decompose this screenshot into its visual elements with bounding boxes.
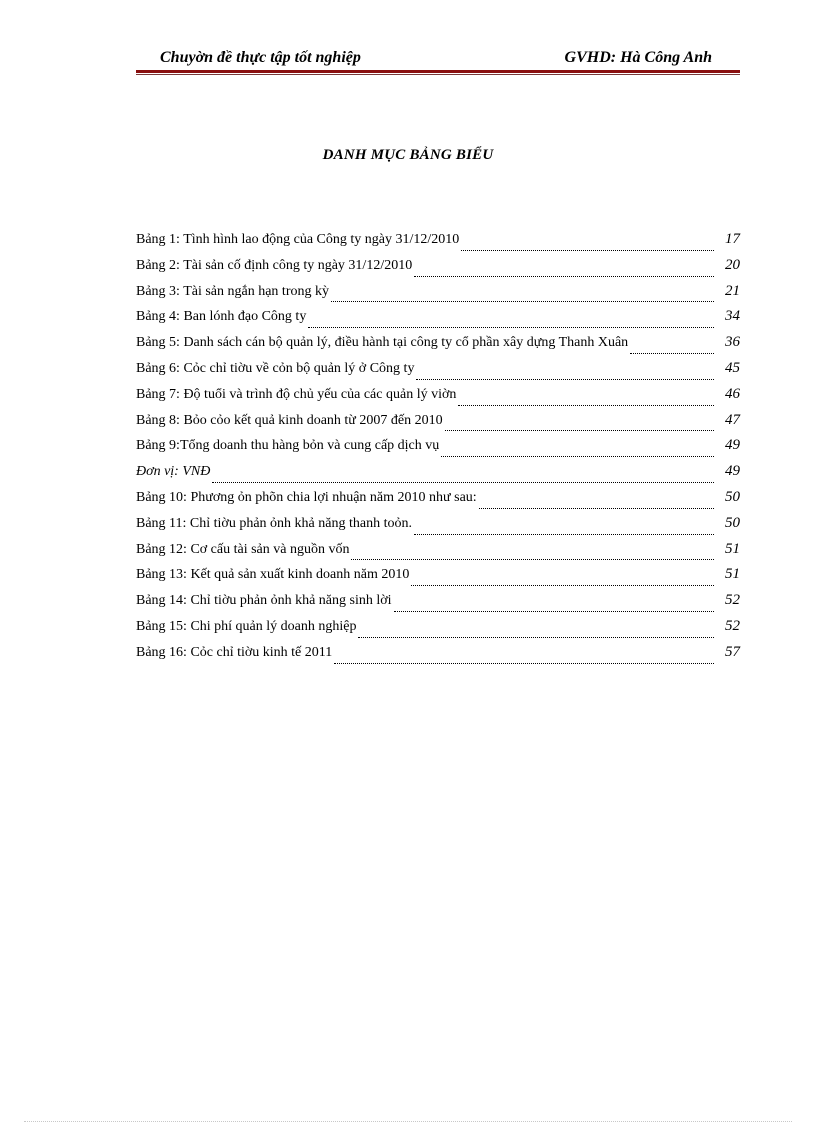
header-rule-thick xyxy=(136,70,740,73)
toc-dot-leader xyxy=(411,585,714,586)
toc-entry-page-number: 51 xyxy=(725,540,740,557)
toc-entry[interactable] xyxy=(136,539,740,565)
toc-dot-leader xyxy=(414,534,714,535)
toc-entry[interactable] xyxy=(136,358,740,384)
toc-dot-leader xyxy=(414,276,714,277)
toc-entry-label: Bảng 7: Độ tuổi và trình độ chủ yếu của các quản lý viờn xyxy=(136,386,457,402)
toc-entry-label: Bảng 1: Tình hình lao động của Công ty ngày 31/12/2010 xyxy=(136,232,460,247)
toc-entry-page-number: 34 xyxy=(725,308,740,325)
page-title: DANH MỤC BẢNG BIỂU xyxy=(322,147,494,163)
toc-dot-leader xyxy=(458,405,714,406)
toc-entry[interactable] xyxy=(136,461,740,487)
toc-entry-label: Bảng 12: Cơ cấu tài sản và nguồn vốn xyxy=(136,541,350,557)
header-supervisor: GVHD: Hà Công Anh xyxy=(564,49,712,66)
toc-entry[interactable] xyxy=(136,384,740,410)
toc-dot-leader xyxy=(416,379,714,380)
toc-entry-label: Bảng 10: Phương ỏn phõn chia lợi nhuận năm 2010 như sau: xyxy=(136,489,477,505)
toc-entry[interactable] xyxy=(136,590,740,616)
toc-entry[interactable] xyxy=(136,616,740,642)
toc-entry-page-number: 17 xyxy=(725,231,740,247)
toc-entry-page-number: 36 xyxy=(725,334,740,351)
toc-entry[interactable] xyxy=(136,435,740,461)
toc-entry-label: Đơn vị: VNĐ xyxy=(136,464,211,480)
toc-entry[interactable] xyxy=(136,487,740,513)
toc-dot-leader xyxy=(445,430,714,431)
toc-entry[interactable] xyxy=(136,410,740,436)
header-rule-thin xyxy=(136,74,740,75)
toc-entry-label: Bảng 15: Chi phí quản lý doanh nghiệp xyxy=(136,618,357,634)
toc-entry-page-number: 20 xyxy=(725,256,740,273)
toc-entry-label: Bảng 2: Tài sản cố định công ty ngày 31/12/2010 xyxy=(136,257,413,273)
toc-dot-leader xyxy=(331,301,714,302)
toc-dot-leader xyxy=(334,663,714,664)
toc-entry-label: Bảng 8: Bỏo cỏo kết quả kinh doanh từ 2007 đến 2010 xyxy=(136,412,443,428)
toc-entry[interactable] xyxy=(136,642,740,668)
toc-entry-page-number: 45 xyxy=(725,359,740,376)
toc-entry-page-number: 47 xyxy=(725,411,740,428)
toc-entry-label: Bảng 5: Danh sách cán bộ quản lý, điều hành tại công ty cổ phần xây dựng Thanh Xuân xyxy=(136,335,629,351)
toc-entry-page-number: 49 xyxy=(725,463,740,480)
toc-entry-page-number: 46 xyxy=(725,385,740,402)
toc-dot-leader xyxy=(479,508,714,509)
toc-dot-leader xyxy=(630,353,714,354)
toc-entry-page-number: 52 xyxy=(725,617,740,634)
toc-entry[interactable] xyxy=(136,513,740,539)
toc-entry[interactable] xyxy=(136,306,740,332)
toc-entry-label: Bảng 13: Kết quả sản xuất kinh doanh năm 2010 xyxy=(136,567,410,583)
toc-entry-label: Bảng 11: Chỉ tiờu phản ỏnh khả năng thanh toỏn. xyxy=(136,515,412,531)
toc-dot-leader xyxy=(308,327,714,328)
toc-entry-page-number: 50 xyxy=(725,514,740,531)
toc-entry-label: Bảng 3: Tài sản ngắn hạn trong kỳ xyxy=(136,283,329,299)
page-bottom-divider xyxy=(24,1121,792,1122)
toc-entry[interactable] xyxy=(136,564,740,590)
toc-entry-page-number: 57 xyxy=(725,643,740,660)
toc-dot-leader xyxy=(212,482,714,483)
toc-entry[interactable] xyxy=(136,255,740,281)
toc-entry-label: Bảng 6: Cỏc chỉ tiờu về cỏn bộ quản lý ở Công ty xyxy=(136,360,415,376)
toc-entry-page-number: 49 xyxy=(725,437,740,454)
toc-dot-leader xyxy=(394,611,714,612)
toc-dot-leader xyxy=(351,559,714,560)
toc-entry-label: Bảng 9:Tổng doanh thu hàng bỏn và cung cấp dịch vụ xyxy=(136,438,440,454)
header-course-title: Chuyờn đề thực tập tốt nghiệp xyxy=(160,49,361,66)
toc-entry-page-number: 21 xyxy=(725,282,740,299)
toc-entry-label: Bảng 14: Chỉ tiờu phản ỏnh khả năng sinh lời xyxy=(136,593,392,609)
toc-entry-page-number: 51 xyxy=(725,566,740,583)
toc-entry-label: Bảng 4: Ban lónh đạo Công ty xyxy=(136,309,307,325)
toc-entry-page-number: 52 xyxy=(725,592,740,609)
toc-entry[interactable] xyxy=(136,229,740,255)
toc-dot-leader xyxy=(441,456,714,457)
toc-entry[interactable] xyxy=(136,332,740,358)
toc-entry-page-number: 50 xyxy=(725,488,740,505)
toc-entry-label: Bảng 16: Cỏc chỉ tiờu kinh tế 2011 xyxy=(136,644,333,660)
toc-dot-leader xyxy=(358,637,714,638)
toc-dot-leader xyxy=(461,250,714,251)
table-of-tables xyxy=(136,229,740,668)
page-header xyxy=(136,48,740,70)
toc-entry[interactable] xyxy=(136,281,740,307)
